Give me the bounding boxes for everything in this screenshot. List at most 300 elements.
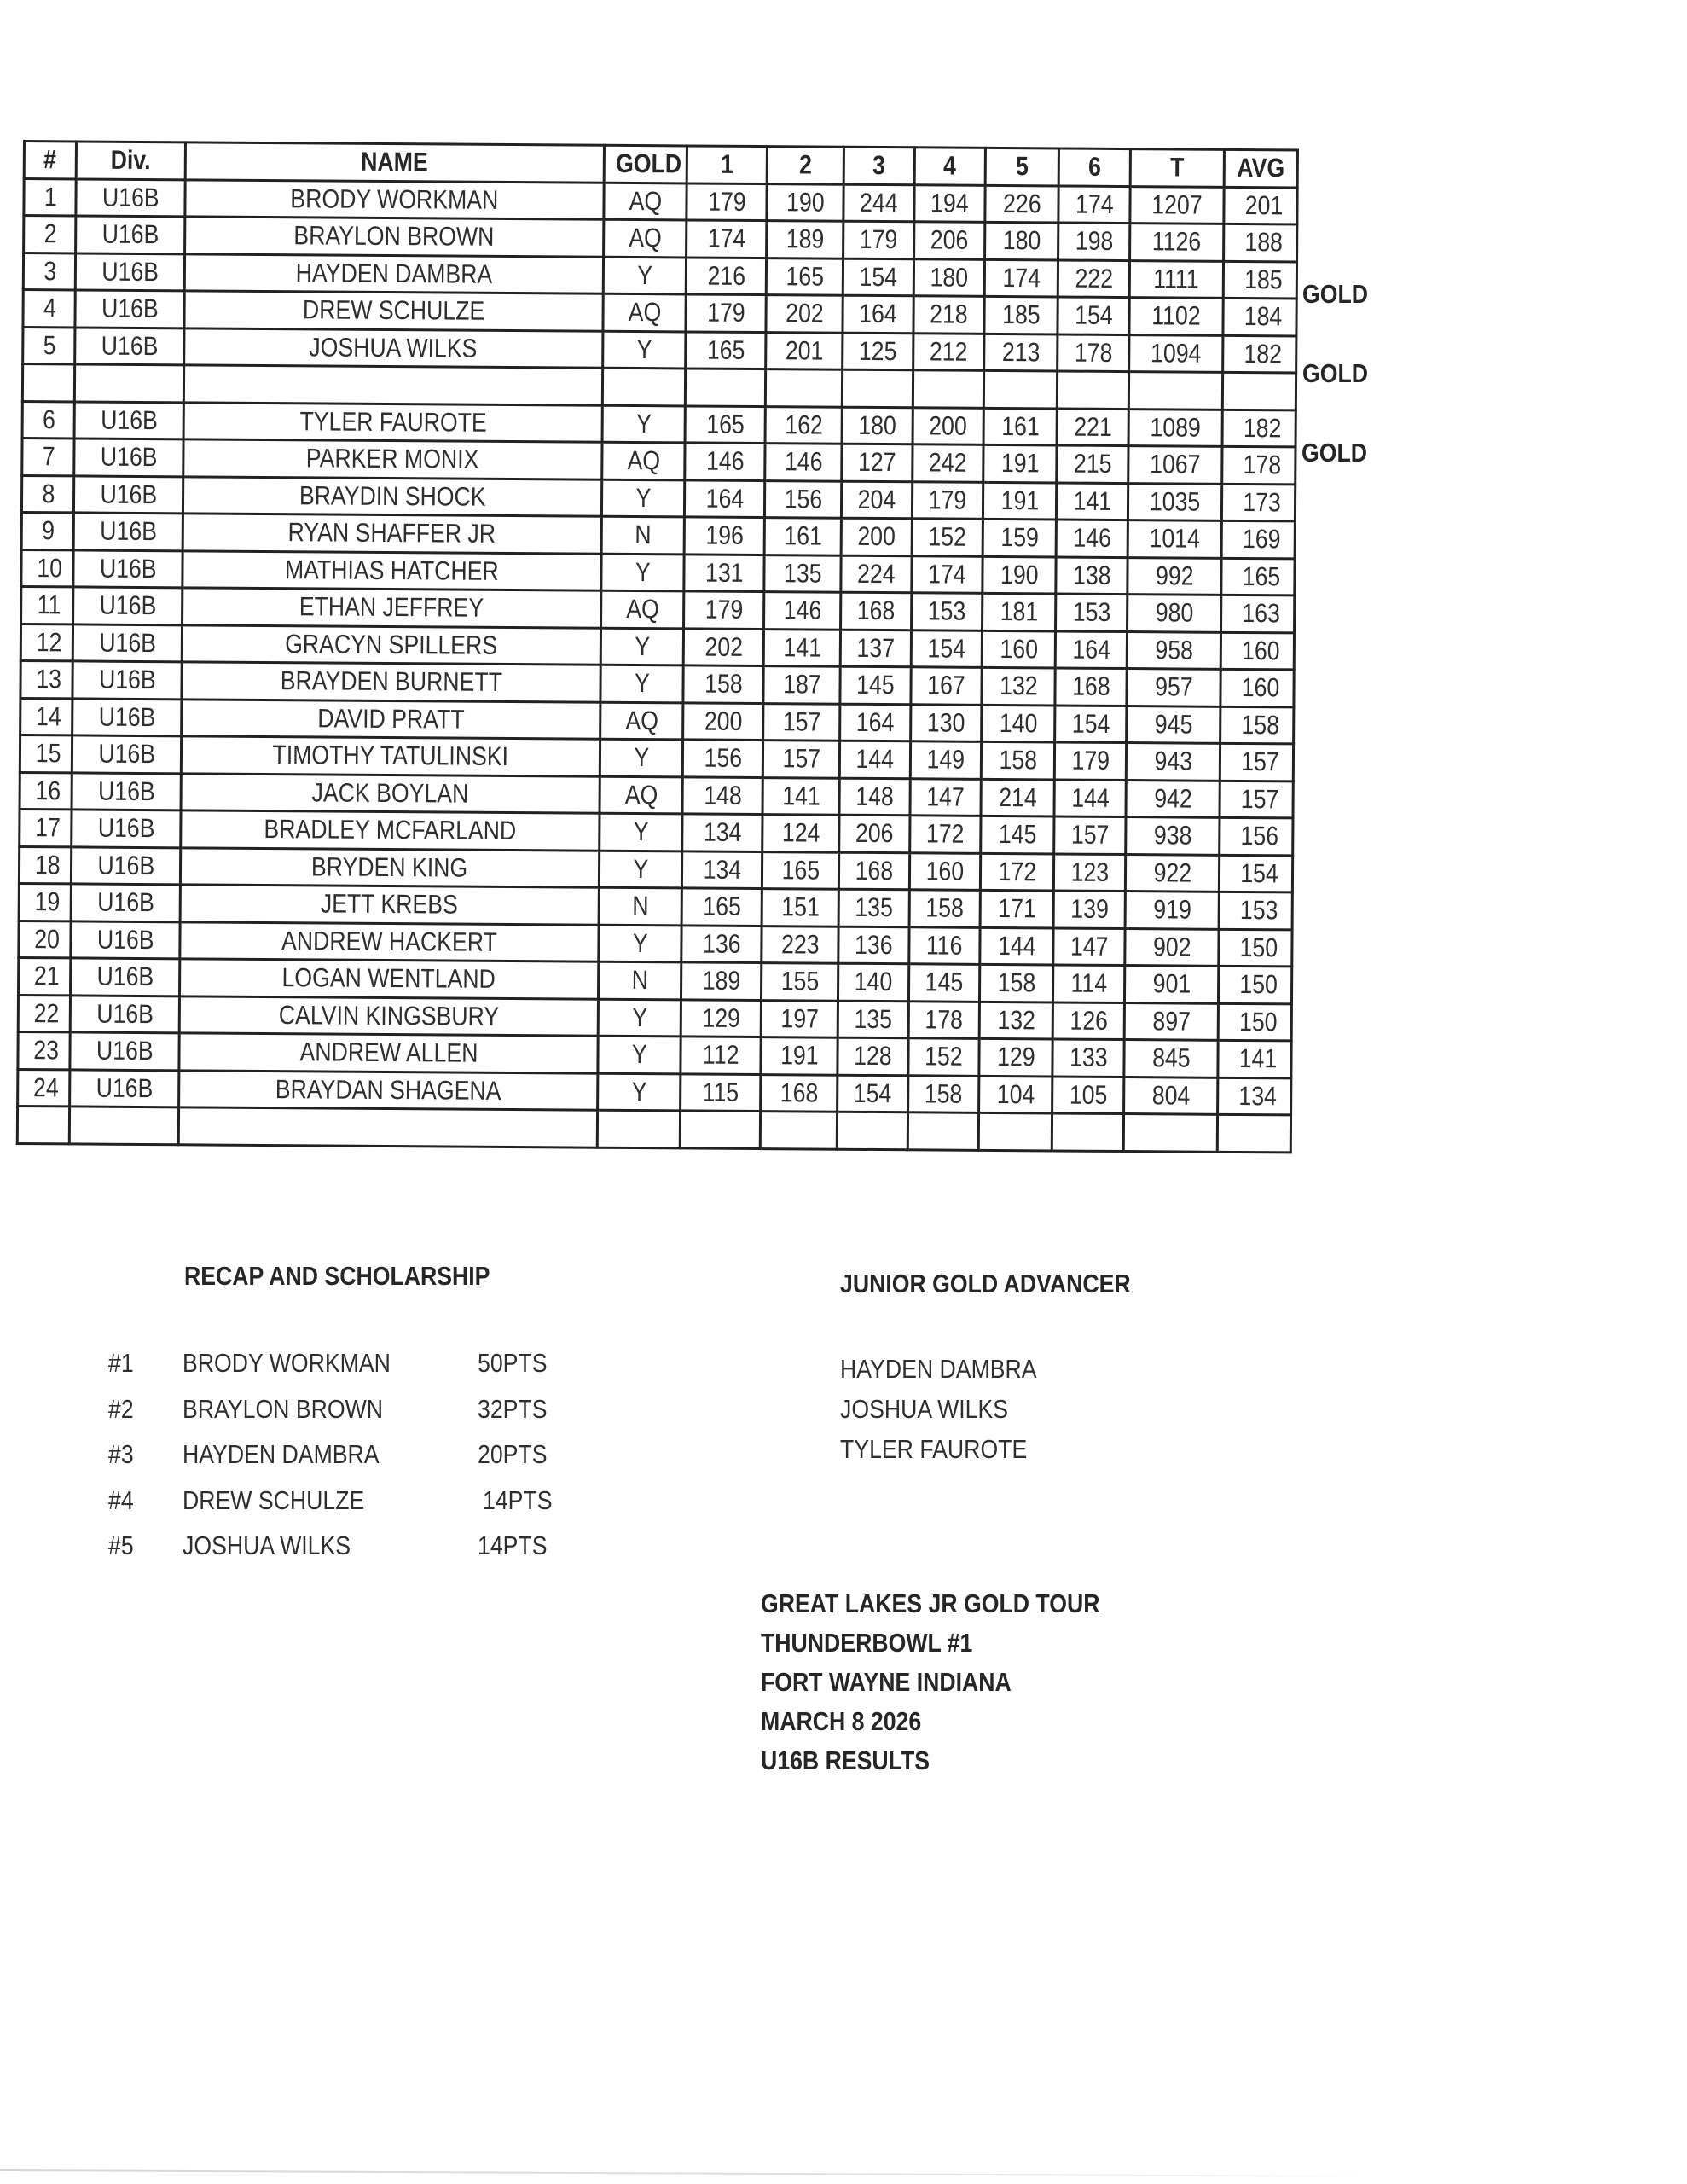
cell-game-6 [1055, 705, 1127, 742]
name-value: BRYDEN KING [311, 851, 468, 883]
game-3-value: 164 [855, 706, 895, 737]
rank-value: 20 [33, 923, 60, 955]
empty-cell [1123, 1114, 1217, 1152]
game-4-value: 180 [930, 262, 969, 293]
cell-game-4 [911, 704, 982, 741]
rank-value: 2 [43, 218, 57, 249]
cell-division [72, 624, 182, 661]
game-1-value: 216 [707, 260, 745, 291]
game-2-value: 151 [780, 892, 820, 922]
division-value: U16B [101, 182, 159, 212]
cell-division [71, 921, 180, 958]
cell-average [1218, 1077, 1291, 1115]
cell-game-6 [1058, 223, 1130, 260]
game-5-value: 159 [1000, 522, 1039, 553]
game-6-value: 144 [1070, 782, 1110, 813]
average-value: 157 [1240, 746, 1279, 777]
cell-total [1124, 1077, 1218, 1114]
advancer-name: HAYDEN DAMBRA [840, 1354, 1037, 1384]
cell-game-1 [687, 220, 767, 258]
cell-average [1220, 669, 1294, 706]
game-1-value: 179 [706, 297, 745, 328]
cell-total [1128, 483, 1221, 520]
cell-total [1128, 557, 1221, 595]
cell-game-3 [843, 295, 913, 333]
cell-game-3 [839, 815, 910, 852]
rank-value: 12 [36, 626, 62, 658]
game-3-value: 135 [855, 892, 894, 923]
cell-game-2 [767, 221, 844, 258]
cell-total [1128, 520, 1221, 558]
cell-division [71, 846, 180, 884]
game-1-value: 146 [705, 445, 745, 477]
cell-name [181, 810, 600, 851]
game-2-value: 190 [786, 186, 825, 218]
cell-game-6 [1057, 445, 1128, 483]
gold-status-value: Y [633, 742, 649, 773]
total-value: 958 [1154, 635, 1193, 665]
game-2-value: 165 [781, 854, 820, 886]
cell-name [179, 996, 598, 1036]
cell-game-2 [764, 555, 841, 592]
cell-average [1221, 595, 1295, 632]
rank-value: 8 [42, 478, 55, 509]
game-6-value: 154 [1074, 299, 1113, 331]
total-value: 945 [1154, 709, 1193, 740]
cell-game-4 [914, 222, 985, 259]
total-value: 919 [1152, 894, 1191, 925]
cell-total [1130, 224, 1224, 261]
game-1-value: 165 [702, 891, 741, 922]
cell-gold-status [600, 813, 682, 851]
game-5-value: 158 [999, 745, 1037, 775]
division-value: U16B [96, 924, 154, 955]
game-6-value: 168 [1071, 671, 1110, 702]
game-4-value: 242 [929, 447, 967, 478]
cell-average [1224, 187, 1297, 224]
game-3-value: 145 [856, 670, 895, 700]
rank-value: 9 [42, 515, 55, 546]
cell-game-6 [1058, 259, 1129, 297]
cell-division [75, 253, 184, 290]
cell-name [180, 847, 599, 887]
cell-rank [22, 401, 74, 439]
cell-average [1223, 298, 1296, 335]
empty-cell [178, 1107, 597, 1147]
cell-gold-status [598, 1036, 681, 1073]
division-value: U16B [97, 775, 155, 806]
cell-name [179, 1033, 598, 1073]
division-value: U16B [100, 479, 158, 509]
rank-value: 10 [36, 552, 62, 584]
cell-rank [21, 512, 73, 549]
average-value: 201 [1244, 189, 1283, 221]
cell-game-3 [841, 481, 912, 519]
cell-game-3 [839, 741, 910, 778]
gold-status-value: N [631, 965, 648, 996]
game-2-value: 197 [780, 1002, 819, 1034]
empty-cell [837, 1112, 907, 1149]
game-2-value: 141 [781, 780, 820, 811]
cell-game-6 [1058, 297, 1129, 334]
cell-gold-status [601, 516, 684, 554]
cell-game-1 [681, 1037, 761, 1074]
empty-cell [842, 369, 913, 407]
empty-cell [1052, 1113, 1123, 1151]
gold-status-value: AQ [625, 594, 659, 624]
name-value: TYLER FAUROTE [299, 406, 487, 438]
game-3-value: 168 [855, 855, 894, 886]
cell-game-6 [1055, 668, 1127, 706]
event-info-line: THUNDERBOWL #1 [761, 1628, 973, 1658]
results-table-wrapper [16, 140, 1299, 1153]
cell-game-3 [840, 666, 911, 704]
cell-game-5 [983, 519, 1056, 556]
cell-gold-status [602, 405, 685, 443]
cell-total [1125, 892, 1219, 929]
game-3-value: 200 [857, 521, 896, 552]
cell-game-5 [981, 779, 1054, 816]
division-value: U16B [99, 590, 157, 621]
game-5-value: 174 [1002, 262, 1041, 293]
cell-rank [18, 995, 70, 1032]
rank-value: 3 [43, 255, 57, 287]
cell-game-5 [985, 222, 1058, 259]
cell-name [185, 179, 604, 219]
game-1-value: 200 [704, 706, 743, 736]
cell-game-5 [984, 296, 1058, 334]
cell-game-1 [683, 628, 763, 665]
name-value: BRAYDAN SHAGENA [275, 1073, 501, 1106]
cell-total [1127, 706, 1220, 743]
recap-name: BRODY WORKMAN [183, 1348, 391, 1378]
cell-division [75, 290, 184, 328]
average-value: 160 [1241, 635, 1280, 666]
cell-division [72, 661, 182, 699]
cell-game-3 [841, 592, 912, 630]
average-value: 173 [1242, 486, 1281, 518]
cell-game-1 [684, 554, 764, 591]
rank-value: 6 [43, 404, 56, 435]
game-3-value: 179 [859, 224, 898, 255]
cell-average [1218, 1040, 1291, 1077]
cell-total [1126, 743, 1220, 781]
cell-average [1220, 781, 1293, 818]
cell-game-3 [838, 1037, 908, 1075]
cell-name [181, 736, 600, 776]
cell-division [71, 958, 180, 996]
game-4-value: 160 [925, 856, 965, 886]
empty-cell [1222, 372, 1296, 410]
cell-total [1125, 854, 1219, 892]
cell-division [70, 1069, 179, 1107]
cell-name [182, 662, 600, 702]
cell-total [1130, 186, 1224, 224]
cell-game-1 [681, 851, 762, 888]
empty-cell [22, 364, 74, 402]
cell-game-3 [838, 889, 909, 926]
division-value: U16B [101, 256, 159, 287]
cell-game-3 [844, 184, 914, 222]
header-label: # [43, 144, 57, 175]
cell-game-5 [983, 408, 1057, 445]
cell-game-4 [913, 333, 984, 370]
division-value: U16B [99, 553, 157, 584]
cell-name [183, 402, 602, 442]
game-4-value: 194 [930, 188, 969, 218]
game-2-value: 162 [784, 409, 823, 440]
game-5-value: 161 [1000, 410, 1040, 442]
cell-average [1220, 632, 1294, 670]
cell-total [1128, 446, 1222, 484]
cell-game-4 [909, 852, 980, 890]
game-1-value: 164 [705, 483, 744, 514]
cell-game-1 [687, 183, 767, 220]
cell-game-5 [980, 890, 1053, 927]
total-value: 943 [1154, 746, 1192, 776]
game-4-value: 206 [930, 224, 969, 255]
cell-game-4 [913, 444, 983, 482]
name-value: BRODY WORKMAN [290, 183, 499, 215]
cell-game-6 [1053, 853, 1125, 891]
gold-status-value: Y [631, 1002, 647, 1032]
total-value: 1014 [1149, 523, 1201, 554]
name-value: JETT KREBS [321, 888, 459, 920]
total-value: 1067 [1150, 449, 1201, 479]
cell-game-1 [681, 999, 761, 1037]
game-2-value: 223 [780, 928, 820, 960]
cell-game-1 [683, 702, 763, 740]
cell-game-6 [1055, 630, 1127, 668]
cell-game-6 [1058, 334, 1129, 371]
cell-division [72, 810, 181, 847]
cell-division [72, 698, 182, 735]
cell-division [74, 439, 183, 476]
average-value: 153 [1239, 895, 1278, 926]
division-value: U16B [96, 961, 154, 992]
game-6-value: 146 [1072, 522, 1111, 554]
game-4-value: 152 [925, 1041, 963, 1072]
cell-game-3 [838, 926, 909, 964]
cell-total [1126, 780, 1220, 817]
game-2-value: 189 [786, 224, 825, 254]
cell-game-5 [983, 593, 1056, 630]
cell-game-5 [983, 556, 1056, 594]
results-table [16, 140, 1299, 1153]
cell-game-1 [682, 776, 762, 814]
event-info-line: MARCH 8 2026 [761, 1706, 922, 1736]
cell-game-2 [761, 963, 838, 1001]
cell-total [1129, 260, 1223, 298]
name-value: LOGAN WENTLAND [281, 962, 496, 995]
cell-game-4 [913, 296, 984, 334]
header-game-6 [1058, 148, 1130, 186]
game-6-value: 141 [1073, 485, 1111, 516]
cell-game-6 [1052, 1039, 1124, 1077]
cell-division [73, 549, 183, 587]
division-value: U16B [99, 515, 157, 547]
header-average [1224, 149, 1297, 187]
cell-name [181, 773, 600, 813]
average-value: 158 [1240, 709, 1279, 741]
name-value: CALVIN KINGSBURY [278, 999, 500, 1031]
gold-status-value: Y [636, 334, 652, 364]
cell-game-1 [681, 1073, 761, 1111]
cell-rank [19, 883, 71, 921]
name-value: JOSHUA WILKS [309, 332, 478, 363]
game-1-value: 112 [702, 1039, 739, 1071]
cell-gold-status [600, 665, 683, 702]
header-total [1130, 149, 1224, 187]
name-value: DREW SCHULZE [302, 294, 485, 327]
game-1-value: 189 [702, 965, 740, 996]
event-info-line: U16B RESULTS [761, 1745, 930, 1775]
cell-average [1224, 224, 1297, 261]
cell-rank [20, 772, 72, 810]
header-label: 6 [1087, 151, 1101, 183]
cell-rank [21, 586, 73, 624]
rank-value: 17 [34, 812, 61, 843]
cell-rank [24, 178, 76, 216]
empty-cell [69, 1107, 178, 1144]
total-value: 942 [1153, 783, 1192, 814]
rank-value: 7 [43, 441, 56, 472]
game-4-value: 172 [925, 818, 965, 849]
cell-game-2 [761, 1037, 838, 1075]
game-4-value: 152 [928, 521, 967, 552]
cell-game-5 [979, 964, 1052, 1002]
game-6-value: 198 [1075, 225, 1114, 257]
game-2-value: 124 [781, 817, 820, 848]
division-value: U16B [97, 812, 155, 844]
game-6-value: 164 [1071, 634, 1110, 665]
cell-gold-status [603, 331, 686, 369]
cell-division [72, 735, 181, 773]
cell-total [1129, 334, 1223, 372]
cell-game-2 [762, 889, 838, 926]
game-5-value: 104 [996, 1078, 1035, 1110]
game-5-value: 158 [997, 967, 1035, 998]
cell-gold-status [598, 999, 681, 1037]
cell-game-2 [767, 183, 844, 221]
total-value: 922 [1153, 857, 1191, 888]
cell-game-3 [842, 407, 913, 444]
rank-value: 15 [35, 738, 61, 769]
cell-division [70, 1032, 179, 1070]
header-game-2 [767, 147, 844, 184]
cell-game-3 [838, 963, 908, 1001]
advancer-title: JUNIOR GOLD ADVANCER [840, 1269, 1131, 1298]
empty-cell [74, 364, 183, 402]
total-value: 1207 [1151, 189, 1203, 220]
game-1-value: 148 [703, 780, 742, 810]
game-5-value: 185 [1001, 299, 1041, 330]
game-4-value: 116 [926, 930, 963, 961]
cell-name [182, 624, 600, 665]
cell-game-3 [840, 630, 911, 667]
game-4-value: 154 [927, 633, 966, 664]
cell-game-2 [763, 666, 840, 704]
average-value: 185 [1244, 264, 1283, 295]
header-label: AVG [1237, 153, 1285, 183]
total-value: 957 [1154, 671, 1193, 702]
total-value: 1102 [1151, 300, 1201, 331]
results-body [17, 178, 1297, 1152]
empty-cell [685, 369, 765, 406]
cell-game-5 [982, 705, 1055, 742]
cell-game-6 [1054, 742, 1126, 780]
cell-game-1 [681, 888, 762, 926]
rank-value: 22 [33, 997, 60, 1029]
empty-cell [907, 1112, 978, 1150]
game-6-value: 221 [1073, 411, 1112, 442]
game-2-value: 141 [782, 631, 821, 663]
cell-rank [20, 735, 72, 772]
cell-total [1127, 669, 1220, 706]
cell-game-2 [765, 406, 842, 444]
empty-cell [978, 1112, 1052, 1150]
gold-status-value: Y [633, 816, 649, 847]
cell-game-6 [1053, 891, 1125, 928]
cell-game-1 [686, 331, 766, 369]
total-value: 1089 [1150, 411, 1201, 443]
cell-rank [20, 660, 72, 698]
division-value: U16B [98, 664, 156, 695]
cell-average [1218, 1003, 1291, 1041]
recap-name: HAYDEN DAMBRA [183, 1439, 380, 1469]
cell-total [1128, 409, 1222, 446]
event-info-line: GREAT LAKES JR GOLD TOUR [761, 1589, 1100, 1618]
cell-game-3 [839, 778, 910, 816]
cell-name [185, 217, 604, 257]
cell-rank [20, 698, 72, 735]
cell-game-2 [761, 1000, 838, 1037]
cell-game-6 [1058, 185, 1130, 223]
cell-total [1129, 298, 1223, 335]
cell-average [1220, 743, 1293, 781]
empty-cell [913, 370, 983, 408]
cell-average [1219, 855, 1292, 892]
rank-value: 24 [32, 1072, 59, 1103]
cell-average [1223, 335, 1296, 373]
cell-rank [19, 921, 71, 958]
cell-game-3 [841, 518, 912, 555]
cell-name [180, 921, 599, 961]
average-value: 150 [1238, 969, 1278, 1000]
cell-gold-status [600, 776, 682, 814]
game-3-value: 136 [855, 929, 893, 960]
cell-game-6 [1052, 965, 1124, 1002]
gold-status-value: Y [631, 1039, 647, 1070]
game-1-value: 134 [703, 854, 741, 885]
cell-average [1221, 520, 1295, 558]
game-5-value: 172 [998, 856, 1036, 887]
cell-game-4 [909, 890, 980, 927]
game-6-value: 215 [1073, 448, 1112, 479]
gold-status-value: N [631, 891, 649, 921]
total-value: 1035 [1149, 485, 1201, 517]
name-value: BRAYLON BROWN [293, 220, 495, 253]
game-2-value: 157 [782, 743, 820, 774]
game-4-value: 147 [926, 781, 965, 812]
game-5-value: 144 [997, 930, 1036, 961]
cell-game-6 [1057, 408, 1128, 445]
name-value: BRAYDEN BURNETT [280, 665, 502, 698]
game-4-value: 130 [926, 707, 965, 738]
cell-game-1 [684, 591, 764, 629]
division-value: U16B [100, 441, 158, 473]
game-6-value: 153 [1072, 596, 1111, 628]
